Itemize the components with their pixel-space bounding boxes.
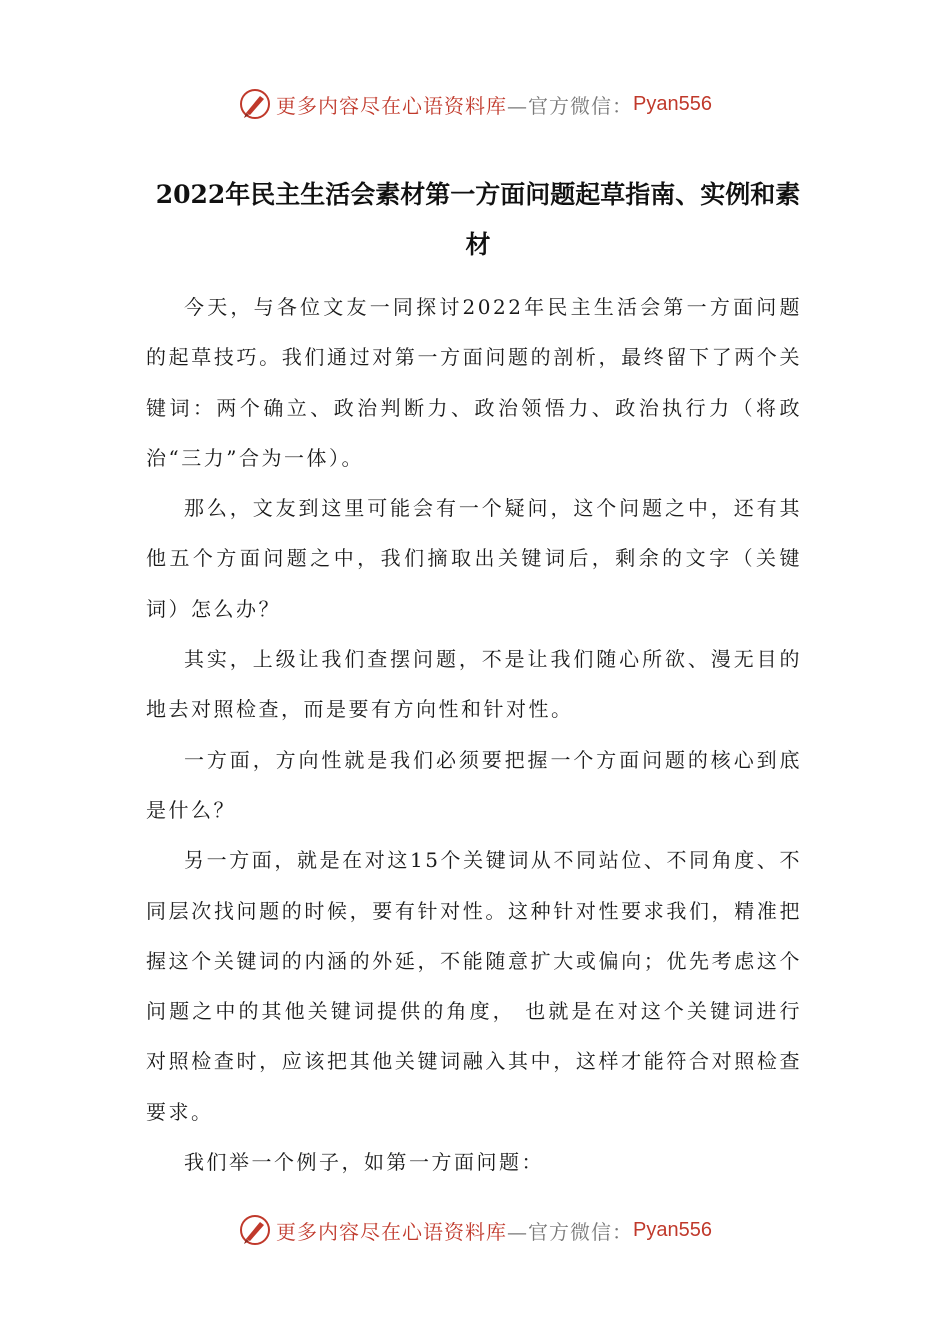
paragraph-6: 我们举一个例子，如第一方面问题：: [184, 1150, 544, 1175]
pen-logo-icon: [238, 87, 272, 121]
paragraph-1: 今天，与各位文友一同探讨2022年民主生活会第一方面问题的起草技巧。我们通过对第一方面问题的剖析，最终留下了两个关键词：两个确立、政治判断力、政治领悟力、政治执行力（将政治“三力”合为一体）。: [146, 295, 802, 470]
banner-wechat-id: Pyan556: [633, 92, 712, 115]
paragraph-5: 另一方面，就是在对这15个关键词从不同站位、不同角度、不同层次找问题的时候，要有针对性。这种针对性要求我们，精准把握这个关键词的内涵的外延，不能随意扩大或偏向；优先考虑这个问题之中的其他关键词提供的角度， 也就是在对这个关键词进行对照检查时，应该把其他关键词融入其中，这样才能符合对照检查要求。: [146, 848, 802, 1124]
header-banner: [0, 82, 950, 126]
paragraph-4: 一方面，方向性就是我们必须要把握一个方面问题的核心到底是什么？: [146, 747, 802, 822]
banner-site-name: 更多内容尽在心语资料库: [276, 1219, 508, 1244]
banner-wechat-label: —官方微信：: [507, 1219, 634, 1244]
banner-wechat-label: —官方微信：: [507, 93, 634, 118]
banner-wechat-id: Pyan556: [633, 1218, 712, 1241]
document-title: 2022年民主生活会素材第一方面问题起草指南、实例和素材: [155, 180, 801, 259]
document-body: [146, 282, 802, 1187]
paragraph-3: 其实，上级让我们查摆问题，不是让我们随心所欲、漫无目的地去对照检查，而是要有方向性和针对性。: [146, 647, 802, 722]
pen-logo-icon: [238, 1213, 272, 1247]
footer-banner: [0, 1208, 950, 1252]
paragraph-2: 那么，文友到这里可能会有一个疑问，这个问题之中，还有其他五个方面问题之中，我们摘取出关键词后，剩余的文字（关键词）怎么办？: [146, 496, 802, 621]
banner-site-name: 更多内容尽在心语资料库: [276, 93, 508, 118]
